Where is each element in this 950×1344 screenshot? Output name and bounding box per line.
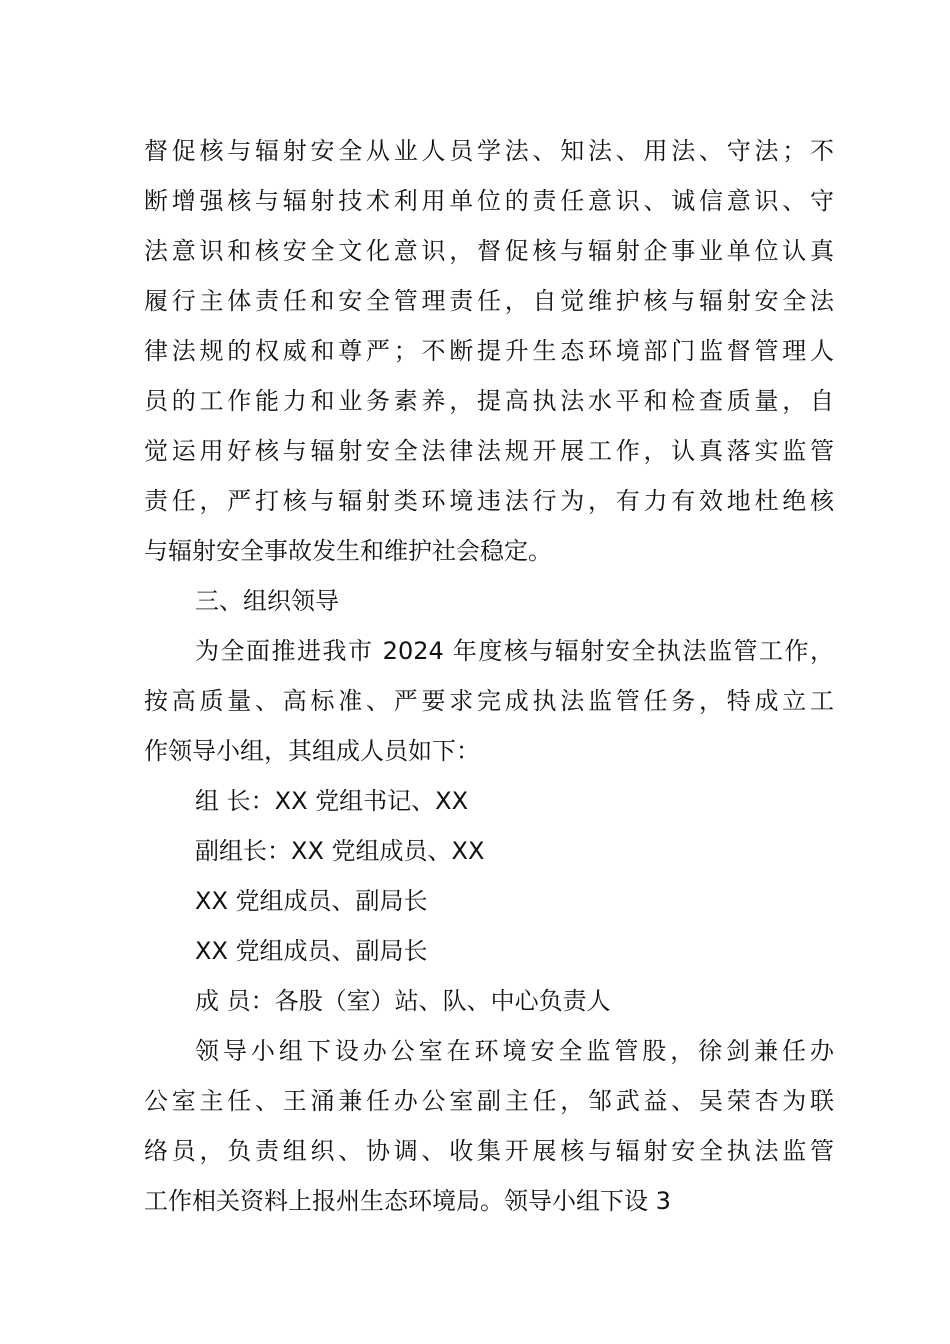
paragraph-line: 络员，负责组织、协调、收集开展核与辐射安全执法监管 bbox=[144, 1137, 834, 1165]
paragraph-line: 为全面推进我市 2024 年度核与辐射安全执法监管工作， bbox=[195, 637, 834, 665]
paragraph-line: 按高质量、高标准、严要求完成执法监管任务，特成立工 bbox=[144, 687, 834, 715]
paragraph-line: 督促核与辐射安全从业人员学法、知法、用法、守法；不 bbox=[144, 137, 834, 165]
paragraph-line: 领导小组下设办公室在环境安全监管股，徐剑兼任办 bbox=[195, 1037, 834, 1065]
paragraph-line: 与辐射安全事故发生和维护社会稳定。 bbox=[144, 537, 552, 565]
section-heading: 三、组织领导 bbox=[195, 587, 339, 615]
member-line: 组 长：XX 党组书记、XX bbox=[195, 787, 469, 815]
member-line: XX 党组成员、副局长 bbox=[195, 887, 428, 915]
paragraph-line: 责任，严打核与辐射类环境违法行为，有力有效地杜绝核 bbox=[144, 487, 834, 515]
document-body bbox=[144, 126, 834, 1226]
member-line: 副组长：XX 党组成员、XX bbox=[195, 837, 485, 865]
paragraph-line: 公室主任、王涌兼任办公室副主任，邹武益、吴荣杏为联 bbox=[144, 1087, 834, 1115]
paragraph-line: 法意识和核安全文化意识，督促核与辐射企事业单位认真 bbox=[144, 237, 834, 265]
paragraph-line: 律法规的权威和尊严；不断提升生态环境部门监督管理人 bbox=[144, 337, 834, 365]
member-line: XX 党组成员、副局长 bbox=[195, 937, 428, 965]
paragraph-line: 员的工作能力和业务素养，提高执法水平和检查质量，自 bbox=[144, 387, 834, 415]
paragraph-line: 断增强核与辐射技术利用单位的责任意识、诚信意识、守 bbox=[144, 187, 834, 215]
paragraph-line: 觉运用好核与辐射安全法律法规开展工作，认真落实监管 bbox=[144, 437, 834, 465]
paragraph-line: 工作相关资料上报州生态环境局。领导小组下设 3 bbox=[144, 1187, 671, 1215]
paragraph-line: 作领导小组，其组成人员如下： bbox=[144, 737, 480, 765]
paragraph-line: 履行主体责任和安全管理责任，自觉维护核与辐射安全法 bbox=[144, 287, 834, 315]
member-line: 成 员：各股（室）站、队、中心负责人 bbox=[195, 987, 611, 1015]
